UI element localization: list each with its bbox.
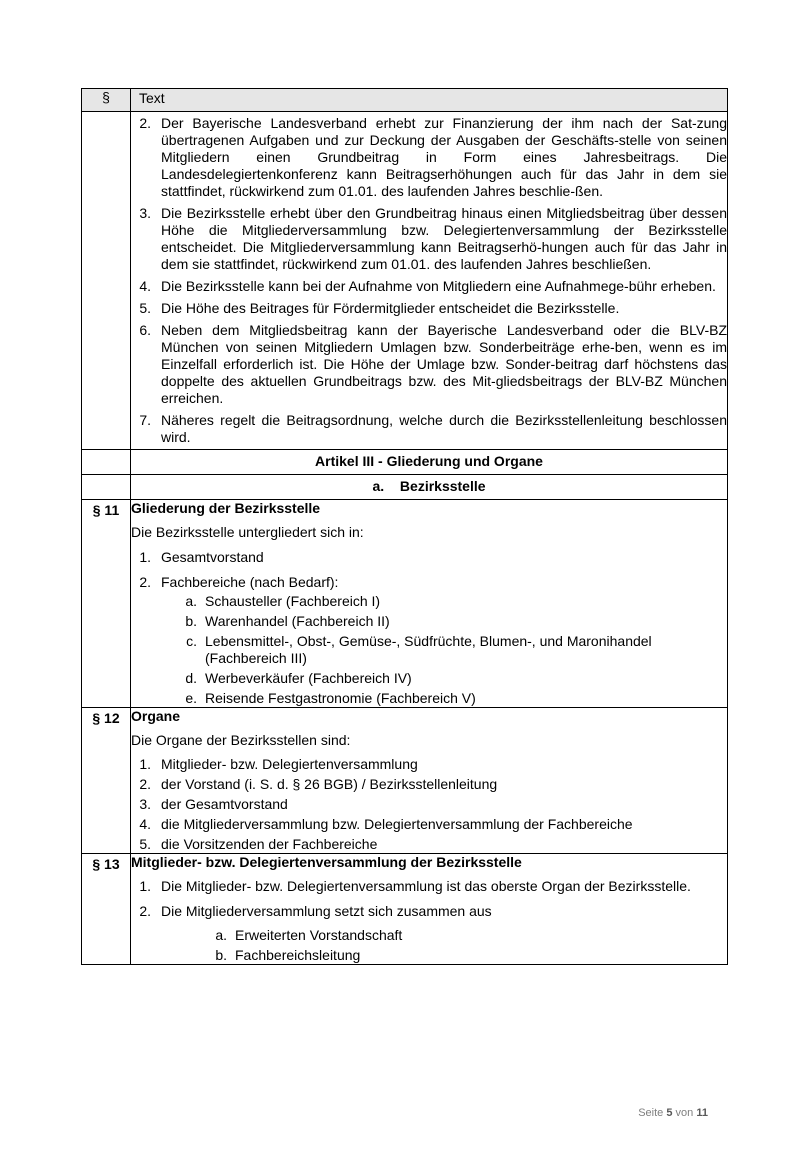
- subtitle-cell: [131, 475, 728, 500]
- list-item: [131, 903, 727, 920]
- section-intro: Die Organe der Bezirksstellen sind:: [131, 732, 351, 748]
- item-letter: a.: [215, 927, 227, 943]
- list-item: [131, 115, 727, 200]
- table-header-row: [82, 89, 728, 112]
- sub-list-item: [131, 613, 727, 630]
- sub-list-item: [131, 947, 727, 964]
- section-number: § 12: [82, 708, 131, 854]
- list-item: [131, 756, 727, 773]
- item-number: 5.: [139, 836, 151, 852]
- article-title: Artikel III - Gliederung und Organe: [131, 450, 728, 475]
- footer-middle: von: [675, 1107, 694, 1119]
- item-letter: a.: [185, 593, 197, 609]
- item-number: 3.: [139, 796, 151, 812]
- item-text: Schausteller (Fachbereich I): [205, 593, 381, 609]
- page-footer: [638, 1107, 708, 1119]
- item-letter: e.: [185, 690, 197, 706]
- item-letter: d.: [185, 670, 197, 686]
- s11-cell: [131, 500, 728, 708]
- item-text: Die Mitglieder- bzw. Delegiertenversammlung ist das oberste Organ der Bezirksstelle.: [161, 878, 691, 894]
- table-row-s13: [82, 854, 728, 965]
- item-text: Die Bezirksstelle kann bei der Aufnahme von Mitgliedern eine Aufnahmege-bühr erheben.: [161, 278, 716, 294]
- table-row-article: [82, 450, 728, 475]
- list-item: [131, 278, 727, 295]
- item-number: 6.: [139, 322, 151, 338]
- item-number: 2.: [139, 776, 151, 792]
- item-text: der Vorstand (i. S. d. § 26 BGB) / Bezirksstellenleitung: [161, 776, 498, 792]
- beitrag-list: [131, 115, 727, 446]
- item-number: 5.: [139, 300, 151, 316]
- section-number: § 13: [82, 854, 131, 965]
- item-text: Fachbereichsleitung: [235, 947, 361, 963]
- item-text: die Vorsitzenden der Fachbereiche: [161, 836, 378, 852]
- item-text: Fachbereiche (nach Bedarf):: [161, 574, 339, 590]
- item-text: Der Bayerische Landesverband erhebt zur Finanzierung der ihm nach der Sat-zung übertragenen Aufgaben und zur Deckung der Ausgaben der Geschäfts-stelle von seinen Mitgliedern einen Grundbeitrag in Form eines Jahresbeitrags. Die Landesdelegiertenkonferenz kann Beitragserhöhungen auch für das Jahr in dem sie stattfindet, rückwirkend zum 01.01. des laufenden Jahres beschlie-ßen.: [161, 115, 727, 199]
- table-row-s11: [82, 500, 728, 708]
- s12-cell: [131, 708, 728, 854]
- footer-prefix: Seite: [638, 1107, 664, 1119]
- list-item: [131, 549, 727, 566]
- item-text: Neben dem Mitgliedsbeitrag kann der Bayerische Landesverband oder die BLV-BZ München von seinen Mitgliedern Umlagen bzw. Sonderbeiträge erhe-ben, wenn es im Einzelfall erforderlich ist. Die Höhe der Umlage bzw. Sonder-beitrag darf höchstens das doppelte des aktuellen Grundbeitrags bzw. des Mit-gliedsbeitrags der BLV-BZ München erreichen.: [161, 322, 727, 406]
- list-item: [131, 776, 727, 793]
- item-text: Lebensmittel-, Obst-, Gemüse-, Südfrüchte, Blumen-, und Maronihandel (Fachbereich III): [205, 633, 652, 666]
- item-text: Gesamtvorstand: [161, 549, 264, 565]
- item-letter: b.: [185, 613, 197, 629]
- section-title: Gliederung der Bezirksstelle: [131, 500, 321, 516]
- item-text: Erweiterten Vorstandschaft: [235, 927, 403, 943]
- statute-table: [81, 88, 728, 965]
- item-text: Warenhandel (Fachbereich II): [205, 613, 390, 629]
- empty-section-cell: [82, 475, 131, 500]
- item-text: Werbeverkäufer (Fachbereich IV): [205, 670, 412, 686]
- section-title: Organe: [131, 708, 181, 724]
- sub-list-item: [131, 927, 727, 944]
- item-text: Reisende Festgastronomie (Fachbereich V): [205, 690, 476, 706]
- item-number: 2.: [139, 574, 151, 590]
- item-number: 7.: [139, 412, 151, 428]
- beitrag-cell: [131, 112, 728, 450]
- item-letter: c.: [186, 633, 197, 649]
- list-item: [131, 878, 727, 895]
- item-number: 1.: [139, 756, 151, 772]
- item-number: 4.: [139, 816, 151, 832]
- subtitle-text: Bezirksstelle: [399, 478, 486, 494]
- header-section-cell: §: [82, 89, 131, 112]
- sub-list-item: [131, 593, 727, 610]
- item-letter: b.: [215, 947, 227, 963]
- list-item: [131, 796, 727, 813]
- list-item: [131, 322, 727, 407]
- empty-section-cell: [82, 112, 131, 450]
- footer-page-number: 5: [666, 1107, 673, 1119]
- section-number: § 11: [82, 500, 131, 708]
- sub-list-item: [131, 633, 727, 667]
- header-text-cell: Text: [131, 89, 728, 112]
- item-number: 3.: [139, 205, 151, 221]
- item-number: 4.: [139, 278, 151, 294]
- item-text: Die Mitgliederversammlung setzt sich zusammen aus: [161, 903, 492, 919]
- item-text: die Mitgliederversammlung bzw. Delegiertenversammlung der Fachbereiche: [161, 816, 633, 832]
- table-row-beitrag: [82, 112, 728, 450]
- item-number: 2.: [139, 903, 151, 919]
- s13-cell: [131, 854, 728, 965]
- list-item: [131, 205, 727, 273]
- sub-list-item: [131, 670, 727, 687]
- item-number: 2.: [139, 115, 151, 131]
- item-text: Mitglieder- bzw. Delegiertenversammlung: [161, 756, 418, 772]
- table-row-subtitle: [82, 475, 728, 500]
- item-number: 1.: [139, 878, 151, 894]
- list-item: [131, 300, 727, 317]
- list-item: [131, 816, 727, 833]
- item-text: der Gesamtvorstand: [161, 796, 288, 812]
- empty-section-cell: [82, 450, 131, 475]
- sub-list-item: [131, 690, 727, 707]
- section-title: Mitglieder- bzw. Delegiertenversammlung der Bezirksstelle: [131, 854, 522, 870]
- item-number: 1.: [139, 549, 151, 565]
- item-text: Die Bezirksstelle erhebt über den Grundbeitrag hinaus einen Mitgliedsbeitrag über dessen Höhe die Mitgliederversammlung bzw. Delegiertenversammlung der Bezirksstelle entscheidet. Die Mitgliederversammlung kann Beitragserhö-hungen auch für das Jahr in dem sie stattfindet, rückwirkend zum 01.01. des laufenden Jahres beschließen.: [161, 205, 727, 272]
- list-item: [131, 836, 727, 853]
- subtitle-number: a.: [372, 478, 385, 494]
- item-text: Die Höhe des Beitrages für Fördermitglieder entscheidet die Bezirksstelle.: [161, 300, 620, 316]
- table-row-s12: [82, 708, 728, 854]
- section-intro: Die Bezirksstelle untergliedert sich in:: [131, 524, 364, 540]
- footer-total-pages: 11: [696, 1107, 708, 1119]
- list-item: [131, 412, 727, 446]
- item-text: Näheres regelt die Beitragsordnung, welche durch die Bezirksstellenleitung beschlossen wird.: [161, 412, 727, 445]
- list-item: [131, 574, 727, 591]
